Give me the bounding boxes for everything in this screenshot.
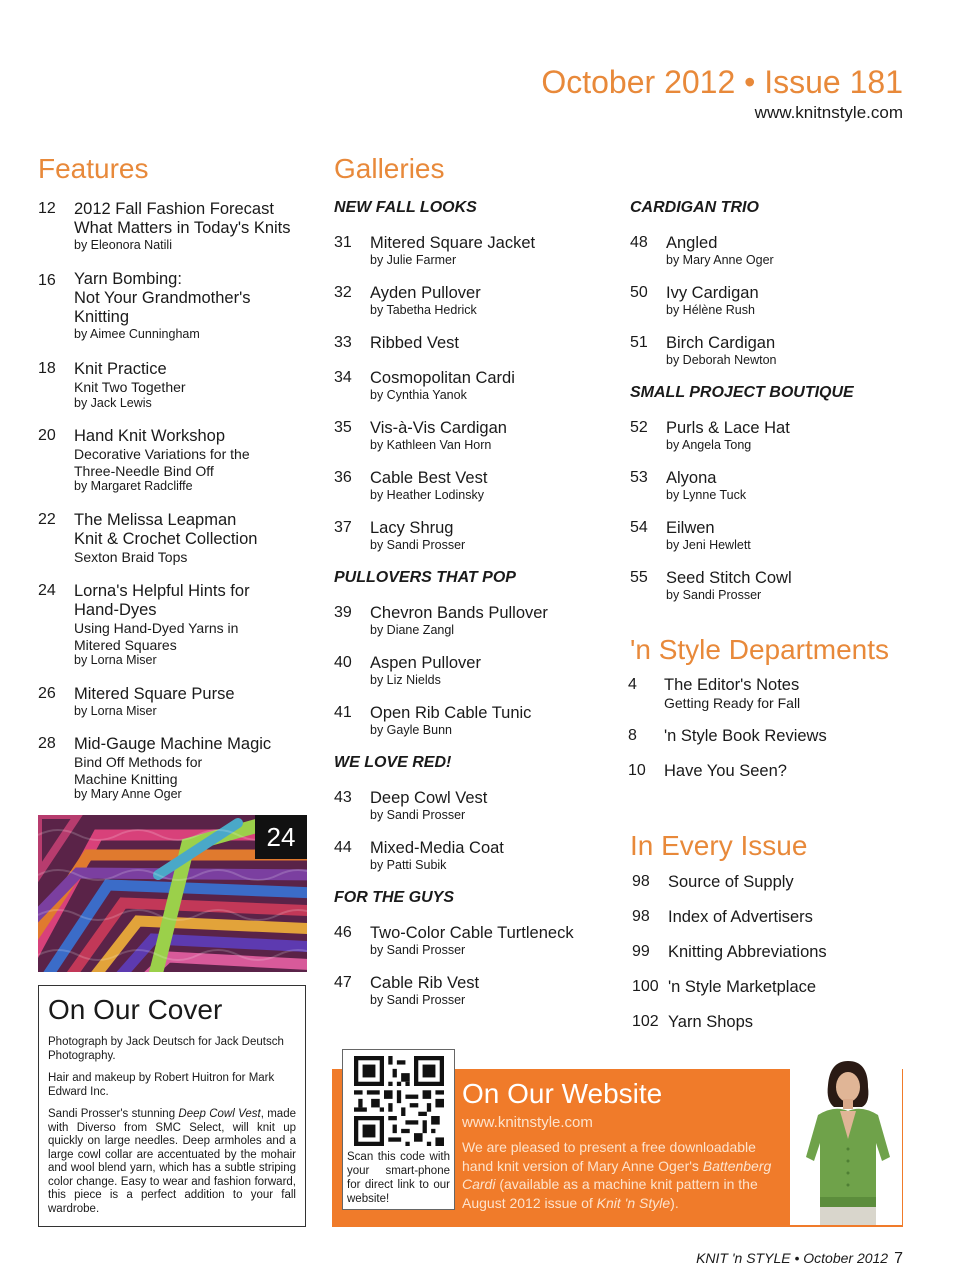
byline: by Mary Anne Oger [74, 787, 182, 801]
gallery-title: Cable Rib Vest [370, 974, 480, 992]
subhead-small-project: SMALL PROJECT BOUTIQUE [630, 384, 854, 401]
byline: by Margaret Radcliffe [74, 479, 193, 493]
feature-subtitle: Sexton Braid Tops [74, 549, 188, 565]
feature-subtitle: Using Hand-Dyed Yarns in Mitered Squares [74, 620, 239, 653]
gallery-title: Angled [666, 234, 718, 252]
page-number: 100 [632, 978, 659, 995]
gallery-title: Purls & Lace Hat [666, 419, 790, 437]
page-number: 48 [630, 234, 648, 251]
gallery-title: Two-Color Cable Turtleneck [370, 924, 574, 942]
every-issue-title-text: 'n Style Marketplace [668, 978, 817, 996]
page-footer [0, 1250, 903, 1268]
feature-title: Lorna's Helpful Hints for Hand-Dyes [74, 582, 250, 619]
byline: by Eleonora Natili [74, 238, 172, 252]
feature-title: Mitered Square Purse [74, 685, 235, 703]
byline: by Kathleen Van Horn [370, 438, 492, 452]
byline: by Julie Farmer [370, 253, 457, 267]
cover-title: On Our Cover [48, 994, 223, 1025]
gallery-title: Lacy Shrug [370, 519, 454, 537]
gallery-subhead-guys: FOR THE GUYS [334, 889, 455, 906]
department-title: 'n Style Book Reviews [664, 727, 827, 745]
subhead-cardigan-trio: CARDIGAN TRIO [630, 199, 759, 216]
page-number: 98 [632, 873, 650, 890]
gallery-subhead-new-fall: NEW FALL LOOKS [334, 199, 477, 216]
page-number: 52 [630, 419, 648, 436]
every-issue-title-text: Knitting Abbreviations [668, 943, 827, 961]
features-title: Features [38, 153, 149, 184]
page-number: 50 [630, 284, 648, 301]
byline: by Sandi Prosser [370, 943, 466, 957]
byline: by Sandi Prosser [370, 808, 466, 822]
gallery-title: Cosmopolitan Cardi [370, 369, 515, 387]
website-desc-emph: Knit 'n Style [596, 1194, 671, 1211]
gallery-title: Eilwen [666, 519, 715, 537]
gallery-title: Alyona [666, 469, 717, 487]
department-subtitle: Getting Ready for Fall [664, 695, 801, 711]
page-number: 36 [334, 469, 352, 486]
page-number: 18 [38, 360, 56, 377]
page-number: 102 [632, 1013, 659, 1030]
cover-desc-emph: Deep Cowl Vest [178, 1108, 261, 1120]
gallery-title: Mixed-Media Coat [370, 839, 504, 857]
website-desc-part: ). [670, 1194, 679, 1211]
cover-box [38, 985, 306, 1227]
page-number: 24 [38, 582, 56, 599]
every-issue-title-text: Source of Supply [668, 873, 794, 891]
department-title: The Editor's Notes [664, 676, 800, 694]
page-number: 28 [38, 735, 56, 752]
page-number: 98 [632, 908, 650, 925]
byline: by Cynthia Yanok [370, 388, 467, 402]
page-number: 43 [334, 789, 352, 806]
page-number: 4 [628, 676, 637, 693]
byline: by Sandi Prosser [370, 993, 466, 1007]
byline: by Diane Zangl [370, 623, 455, 637]
page-number: 54 [630, 519, 648, 536]
galleries-title: Galleries [334, 153, 445, 184]
gallery-title: Seed Stitch Cowl [666, 569, 792, 587]
page-number: 34 [334, 369, 352, 386]
gallery-title: Vis-à-Vis Cardigan [370, 419, 507, 437]
feature-title: The Melissa Leapman Knit & Crochet Collection [74, 511, 258, 548]
cardigan-model-image [790, 1057, 902, 1225]
page-number: 8 [628, 727, 637, 744]
feature-title: Mid-Gauge Machine Magic [74, 735, 272, 753]
website-desc-part: (available as a machine knit pattern in the August 2012 issue of [462, 1176, 758, 1211]
page-number: 47 [334, 974, 352, 991]
qr-caption: Scan this code with your smart-phone for direct link to our website! [347, 1151, 450, 1205]
page-number: 40 [334, 654, 352, 671]
page-number: 35 [334, 419, 352, 436]
byline: by Aimee Cunningham [74, 327, 200, 341]
page-number: 46 [334, 924, 352, 941]
page-number: 41 [334, 704, 352, 721]
website-url[interactable]: www.knitnstyle.com [462, 1114, 593, 1131]
every-issue-title-text: Yarn Shops [668, 1013, 753, 1031]
qr-code-card[interactable] [342, 1049, 455, 1210]
feature-subtitle: Knit Two Together [74, 379, 186, 395]
byline: by Angela Tong [666, 438, 752, 452]
byline: by Mary Anne Oger [666, 253, 774, 267]
gallery-title: Ayden Pullover [370, 284, 481, 302]
issue-heading: October 2012 • Issue 181 [541, 64, 903, 100]
every-issue-title: In Every Issue [630, 830, 808, 861]
departments-title: 'n Style Departments [630, 634, 890, 665]
byline: by Lorna Miser [74, 704, 157, 718]
byline: by Heather Lodinsky [370, 488, 484, 502]
gallery-title: Ivy Cardigan [666, 284, 759, 302]
yarn-photo [38, 815, 307, 972]
cover-credit-makeup: Hair and makeup by Robert Huitron for Mark Edward Inc. [48, 1072, 275, 1098]
gallery-title: Cable Best Vest [370, 469, 488, 487]
page-number: 12 [38, 200, 56, 217]
byline: by Hélène Rush [666, 303, 755, 317]
page-number: 26 [38, 685, 56, 702]
gallery-title: Birch Cardigan [666, 334, 776, 352]
page-number: 53 [630, 469, 648, 486]
photo-page-badge: 24 [255, 815, 307, 859]
feature-title: Knit Practice [74, 360, 167, 378]
feature-title: Yarn Bombing: Not Your Grandmother's Knitting [74, 270, 251, 326]
gallery-subhead-red: WE LOVE RED! [334, 754, 452, 771]
gallery-title: Ribbed Vest [370, 334, 459, 352]
byline: by Deborah Newton [666, 353, 777, 367]
page-number: 37 [334, 519, 352, 536]
byline: by Jack Lewis [74, 395, 152, 410]
cover-desc-part: , made with Diverso from SMC Select, will knit up quickly on large needles. Deep armholes and a large cowl collar are accentuated by the mohair and wool blend yarn, which has a subtle striping color change. Easy to wear and fashion forward, this piece is a perfect addition to your fall wardrobe. [48, 1108, 296, 1215]
every-issue-title-text: Index of Advertisers [668, 908, 813, 926]
gallery-title: Deep Cowl Vest [370, 789, 488, 807]
byline: by Sandi Prosser [370, 538, 466, 552]
feature-title: Hand Knit Workshop [74, 427, 226, 445]
footer-text: KNIT 'n STYLE • October 2012 [696, 1250, 889, 1266]
department-title: Have You Seen? [664, 762, 787, 780]
cover-credit-photo: Photograph by Jack Deutsch for Jack Deutsch Photography. [48, 1036, 284, 1062]
qr-code-icon[interactable] [354, 1056, 444, 1146]
byline: by Patti Subik [370, 858, 447, 872]
page-number: 44 [334, 839, 352, 856]
model-photo [790, 1057, 902, 1225]
page-number: 20 [38, 427, 56, 444]
website-desc-part: We are pleased to present a free downloadable hand knit version of Mary Anne Oger's [462, 1139, 756, 1174]
feature-title: 2012 Fall Fashion Forecast What Matters in Today's Knits [74, 200, 291, 237]
gallery-title: Open Rib Cable Tunic [370, 704, 532, 722]
website-description [462, 1138, 787, 1212]
page-number: 51 [630, 334, 648, 351]
page-number: 39 [334, 604, 352, 621]
website-desc-emph: Battenberg Cardi [462, 1157, 772, 1192]
byline: by Liz Nields [370, 673, 441, 687]
byline: by Sandi Prosser [666, 588, 762, 602]
page-number: 32 [334, 284, 352, 301]
gallery-subhead-pullovers: PULLOVERS THAT POP [334, 569, 516, 586]
page-number: 99 [632, 943, 650, 960]
page-number: 22 [38, 511, 56, 528]
feature-subtitle: Decorative Variations for the Three-Needle Bind Off [74, 446, 250, 479]
byline: by Lorna Miser [74, 653, 157, 667]
byline: by Lynne Tuck [666, 488, 747, 502]
gallery-title: Mitered Square Jacket [370, 234, 536, 252]
byline: by Jeni Hewlett [666, 538, 751, 552]
page-number: 55 [630, 569, 648, 586]
page-number: 33 [334, 334, 352, 351]
site-url[interactable]: www.knitnstyle.com [754, 103, 903, 122]
byline: by Gayle Bunn [370, 723, 452, 737]
cover-desc-part: Sandi Prosser's stunning [48, 1108, 179, 1120]
gallery-title: Aspen Pullover [370, 654, 481, 672]
feature-subtitle: Bind Off Methods for Machine Knitting [74, 754, 203, 787]
page-number: 31 [334, 234, 352, 251]
page-number: 10 [628, 762, 646, 779]
byline: by Tabetha Hedrick [370, 303, 477, 317]
page-number: 16 [38, 272, 56, 289]
cover-description [48, 1108, 296, 1216]
page-folio: 7 [894, 1250, 903, 1267]
website-title: On Our Website [462, 1078, 663, 1109]
gallery-title: Chevron Bands Pullover [370, 604, 548, 622]
